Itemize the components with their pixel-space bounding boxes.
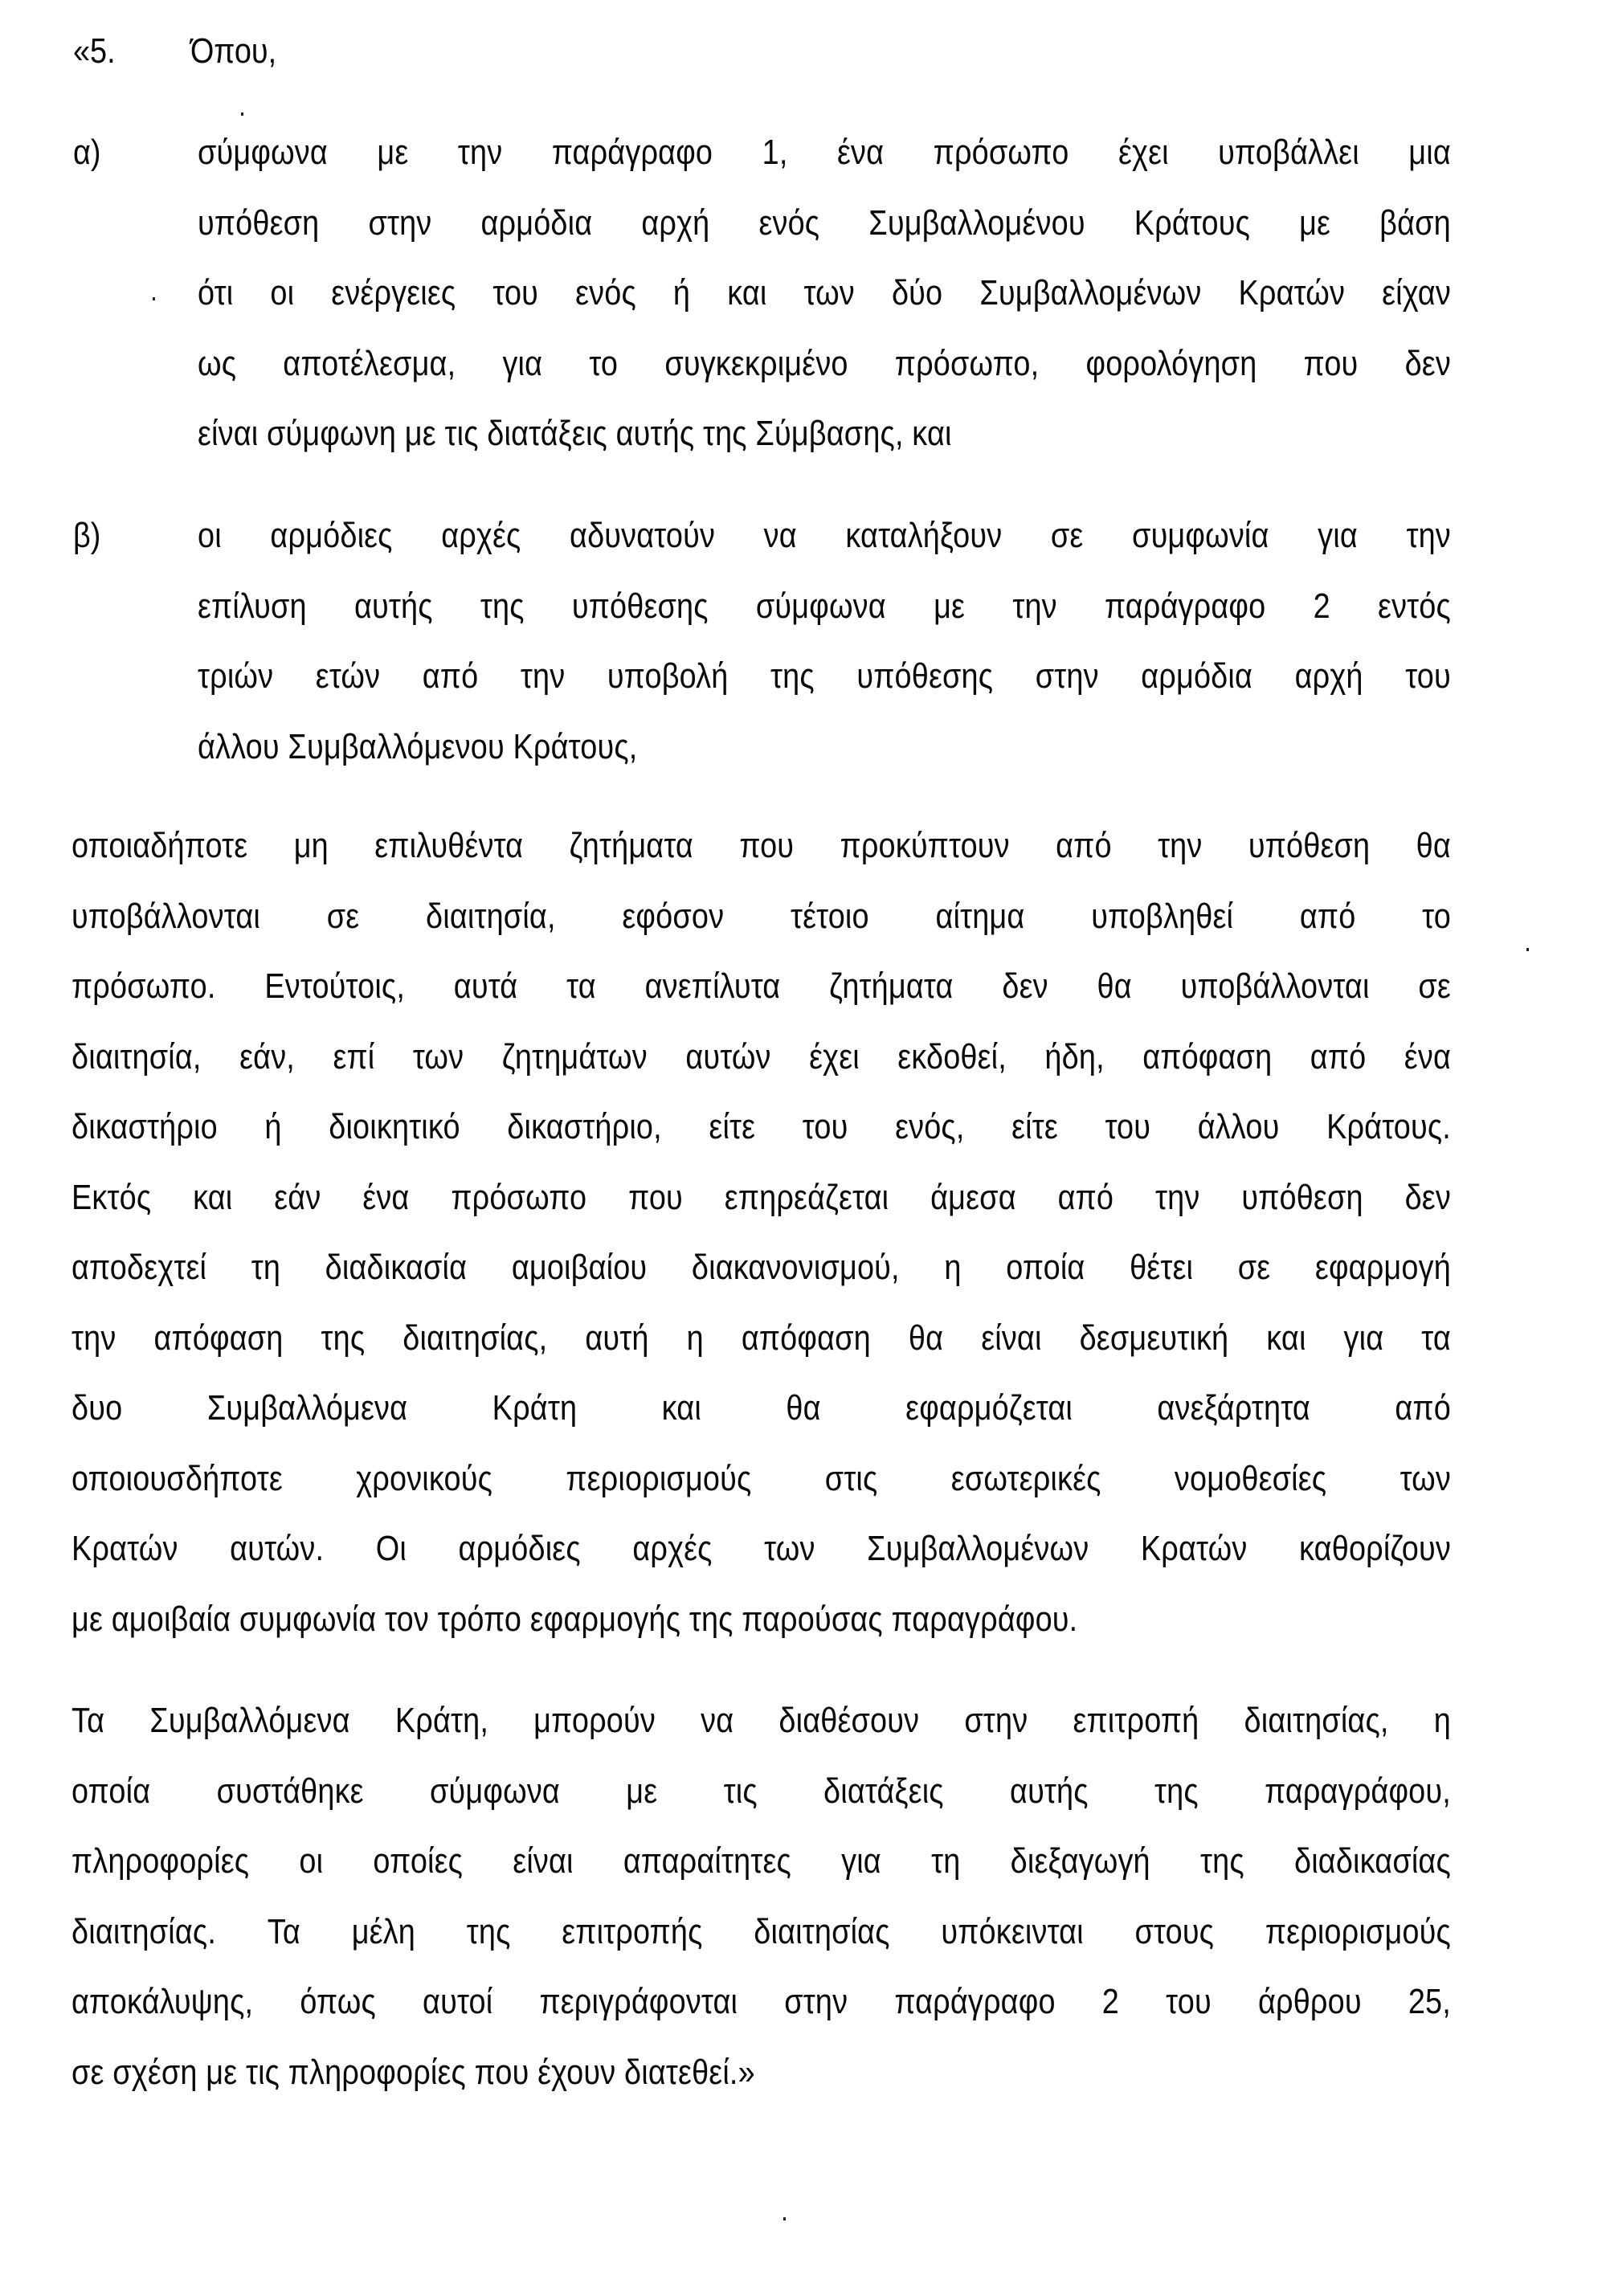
word: απαραίτητες	[623, 1841, 791, 1881]
word: δικαστήριο	[72, 1107, 218, 1146]
word: πρόσωπο,	[894, 343, 1040, 383]
word: μπορούν	[533, 1701, 656, 1740]
word: ανεξάρτητα	[1157, 1388, 1310, 1428]
word: Εκτός	[72, 1177, 152, 1217]
text-line	[72, 1314, 1451, 1362]
word: ζητήματα	[569, 826, 693, 865]
word: διαθέσουν	[778, 1701, 920, 1740]
word: υποβάλλει	[1218, 133, 1359, 172]
text-line	[72, 1697, 1451, 1745]
word: διαδικασίας	[1293, 1841, 1451, 1881]
word: άρθρου	[1257, 1982, 1362, 2021]
word: διαιτησίας	[754, 1911, 890, 1951]
word: άμεσα	[930, 1177, 1016, 1217]
text-line	[72, 1978, 1451, 2026]
word: αρχές	[632, 1529, 713, 1568]
word: επιτροπής	[562, 1911, 703, 1951]
word: θα	[786, 1388, 821, 1428]
word: υπόθεσης	[856, 656, 994, 696]
word: θέτει	[1130, 1248, 1194, 1287]
section-heading: Όπου,	[190, 31, 277, 71]
word: ή	[672, 273, 691, 313]
word: περιορισμούς	[1265, 1911, 1451, 1951]
text-line	[198, 129, 1451, 177]
word: ενός	[575, 273, 636, 313]
word: διαιτησίας.	[72, 1911, 217, 1951]
word: νομοθεσίες	[1174, 1458, 1327, 1498]
text-line	[198, 340, 1451, 388]
word: υποβάλλονται	[1180, 966, 1370, 1006]
word: αίτημα	[935, 896, 1025, 936]
word: τέτοιο	[790, 896, 869, 936]
word: διαιτησία,	[426, 896, 556, 936]
word: που	[628, 1177, 683, 1217]
word: υποβολή	[607, 656, 729, 696]
word: από	[1299, 896, 1356, 936]
word: με	[934, 586, 966, 626]
word: είτε	[709, 1107, 756, 1146]
word: Συμβαλλομένου	[868, 202, 1085, 243]
word: του	[802, 1107, 848, 1146]
word: εντός	[1378, 586, 1451, 626]
text-line	[72, 962, 1451, 1011]
word: Κρατών	[72, 1529, 178, 1568]
word: με	[1299, 202, 1331, 243]
word: που	[1303, 343, 1359, 383]
word: δικαστήριο,	[507, 1107, 662, 1146]
word: στις	[824, 1458, 878, 1498]
word: αρχές	[441, 516, 521, 555]
text-line	[198, 269, 1451, 317]
word: των	[764, 1529, 815, 1568]
word: θα	[908, 1318, 944, 1358]
word: 2	[1313, 586, 1330, 626]
word: απόφαση	[741, 1318, 871, 1358]
word: τις	[723, 1771, 758, 1811]
word: πρόσωπο	[933, 133, 1069, 172]
word: αυτά	[453, 966, 518, 1006]
word: διαιτησίας,	[1244, 1701, 1389, 1740]
word: για	[1343, 1318, 1384, 1358]
word: εσωτερικές	[950, 1458, 1101, 1498]
text-line	[198, 199, 1451, 247]
word: να	[701, 1701, 734, 1740]
word: εάν,	[239, 1036, 295, 1077]
word: Κρατών	[1238, 273, 1346, 313]
text-line	[198, 582, 1451, 631]
word: παράγραφο	[551, 133, 713, 172]
word: οποία	[72, 1771, 151, 1811]
word: υποβάλλονται	[72, 896, 260, 936]
word: θα	[1097, 966, 1132, 1006]
word: υπόθεση	[1241, 1177, 1363, 1217]
word: τη	[931, 1841, 961, 1881]
word: μια	[1408, 133, 1451, 172]
word: αρμόδιες	[458, 1529, 581, 1568]
word: τη	[251, 1248, 281, 1287]
word: με	[377, 133, 409, 172]
word: Συμβαλλόμενα	[206, 1388, 408, 1428]
word: και	[1266, 1318, 1306, 1358]
word: υπόθεση	[1248, 826, 1371, 865]
word: Οι	[375, 1529, 407, 1568]
word: στην	[368, 202, 432, 243]
word: εάν	[274, 1177, 321, 1217]
text-line	[72, 1767, 1451, 1816]
word: φορολόγηση	[1085, 343, 1257, 383]
word: αυτή	[585, 1318, 649, 1358]
word: οι	[198, 516, 222, 555]
word: η	[1433, 1701, 1451, 1740]
word: Κράτους.	[1326, 1107, 1451, 1146]
word: είναι	[513, 1841, 574, 1881]
word: δεν	[1002, 966, 1048, 1006]
word: πρόσωπο.	[72, 966, 216, 1006]
word: προκύπτουν	[840, 826, 1010, 865]
word: των	[803, 273, 855, 313]
word: από	[1310, 1036, 1367, 1077]
word: από	[1395, 1388, 1451, 1428]
word: υπόθεσης	[571, 586, 709, 626]
section-number: «5.	[73, 31, 116, 71]
word: αυτοί	[423, 1982, 493, 2021]
word: του	[1405, 656, 1451, 696]
word: και	[661, 1388, 701, 1428]
word: αρμόδιες	[270, 516, 393, 555]
word: στην	[784, 1982, 848, 2021]
word: αμοιβαίου	[511, 1248, 648, 1287]
word: οποίες	[373, 1841, 464, 1881]
word: έχει	[1118, 133, 1169, 172]
word: τα	[566, 966, 596, 1006]
scan-speck	[153, 297, 155, 300]
word: επηρεάζεται	[724, 1177, 889, 1217]
word: διαιτησίας,	[402, 1318, 548, 1358]
word: των	[1400, 1458, 1451, 1498]
word: την	[1158, 826, 1203, 865]
word: ότι	[198, 273, 234, 313]
word: διεξαγωγή	[1010, 1841, 1150, 1881]
word: σύμφωνα	[755, 586, 886, 626]
word: 2	[1101, 1982, 1120, 2021]
text-line	[72, 822, 1451, 870]
text-line	[72, 1174, 1451, 1222]
text-line	[72, 1384, 1451, 1432]
word: της	[1199, 1841, 1244, 1881]
word: Κρατών	[1140, 1529, 1248, 1568]
word: εκδοθεί,	[897, 1036, 1007, 1077]
word: υπόθεση	[198, 202, 320, 243]
word: παράγραφο	[1105, 586, 1266, 626]
word: ενός,	[895, 1107, 965, 1146]
text-line: σε σχέση με τις πληροφορίες που έχουν διατεθεί.»	[72, 2052, 755, 2092]
word: της	[321, 1318, 366, 1358]
word: αρμόδια	[1141, 656, 1253, 696]
text-line	[72, 1033, 1451, 1081]
word: της	[1154, 1771, 1199, 1811]
word: μη	[293, 826, 329, 865]
word: οι	[270, 273, 295, 313]
word: δεν	[1404, 1177, 1451, 1217]
word: απόφαση	[1142, 1036, 1273, 1077]
word: διακανονισμού,	[691, 1248, 900, 1287]
word: όπως	[300, 1982, 376, 2021]
word: η	[944, 1248, 962, 1287]
word: ανεπίλυτα	[644, 966, 781, 1006]
word: περιγράφονται	[539, 1982, 738, 2021]
word: παραγράφου,	[1265, 1771, 1451, 1811]
word: δεν	[1404, 343, 1451, 383]
word: αυτών	[685, 1036, 771, 1077]
word: η	[686, 1318, 704, 1358]
word: πληροφορίες	[72, 1841, 250, 1881]
word: της	[480, 586, 525, 626]
word: την	[1012, 586, 1057, 626]
word: Τα	[267, 1911, 300, 1951]
word: διαιτησία,	[72, 1036, 202, 1077]
word: οποιουσδήποτε	[72, 1458, 283, 1498]
word: σύμφωνα	[198, 133, 328, 172]
word: πρόσωπο	[451, 1177, 587, 1217]
word: που	[739, 826, 795, 865]
text-line	[72, 1908, 1451, 1956]
text-line	[72, 1837, 1451, 1885]
word: της	[466, 1911, 511, 1951]
word: παράγραφο	[894, 1982, 1056, 2021]
word: του	[1105, 1107, 1151, 1146]
word: 25,	[1408, 1982, 1451, 2021]
word: αποτέλεσμα,	[283, 343, 456, 383]
word: της	[770, 656, 815, 696]
word: Κράτη,	[394, 1701, 489, 1740]
word: Κράτη	[492, 1388, 578, 1428]
word: ένα	[1404, 1036, 1451, 1077]
word: επί	[333, 1036, 375, 1077]
word: για	[502, 343, 543, 383]
word: καθορίζουν	[1299, 1529, 1451, 1568]
word: για	[1318, 516, 1358, 555]
word: περιορισμούς	[566, 1458, 752, 1498]
text-line	[72, 1455, 1451, 1503]
word: άλλου	[1197, 1107, 1280, 1146]
word: ζητημάτων	[501, 1036, 648, 1077]
item-marker-a: α)	[73, 133, 101, 172]
word: συστάθηκε	[216, 1771, 364, 1811]
word: στην	[964, 1701, 1028, 1740]
word: αρχή	[641, 202, 710, 243]
word: Συμβαλλομένων	[979, 273, 1202, 313]
word: ενέργειες	[331, 273, 456, 313]
text-line	[198, 652, 1451, 701]
text-line: άλλου Συμβαλλόμενου Κράτους,	[198, 726, 638, 766]
word: υπόκεινται	[941, 1911, 1084, 1951]
item-marker-b: β)	[73, 516, 101, 555]
word: δεσμευτική	[1079, 1318, 1229, 1358]
word: Συμβαλλομένων	[867, 1529, 1089, 1568]
word: των	[412, 1036, 464, 1077]
word: την	[520, 656, 566, 696]
word: από	[422, 656, 479, 696]
word: ένα	[836, 133, 885, 172]
word: την	[1406, 516, 1451, 555]
word: και	[193, 1177, 233, 1217]
word: ως	[198, 343, 237, 383]
word: διαδικασία	[325, 1248, 468, 1287]
word: την	[457, 133, 503, 172]
word: Κράτους	[1134, 202, 1250, 243]
word: σύμφωνα	[430, 1771, 560, 1811]
word: αυτής	[353, 586, 433, 626]
word: εφόσον	[622, 896, 725, 936]
word: θα	[1416, 826, 1451, 865]
word: απόφαση	[153, 1318, 284, 1358]
word: διοικητικό	[329, 1107, 460, 1146]
word: ήδη,	[1044, 1036, 1105, 1077]
word: αποκάλυψης,	[72, 1982, 254, 2021]
word: ένα	[362, 1177, 410, 1217]
word: αποδεχτεί	[72, 1248, 207, 1287]
text-line	[198, 512, 1451, 560]
word: οι	[299, 1841, 324, 1881]
word: 1,	[762, 133, 788, 172]
word: τριών	[198, 656, 274, 696]
word: ενός	[758, 202, 820, 243]
word: ή	[264, 1107, 282, 1146]
word: συμφωνία	[1132, 516, 1269, 555]
word: αυτών.	[230, 1529, 325, 1568]
word: έχει	[809, 1036, 860, 1077]
word: την	[72, 1318, 116, 1358]
word: την	[1155, 1177, 1200, 1217]
word: από	[1056, 826, 1112, 865]
word: συγκεκριμένο	[664, 343, 848, 383]
word: είτε	[1011, 1107, 1058, 1146]
word: και	[727, 273, 767, 313]
word: δύο	[891, 273, 943, 313]
word: να	[763, 516, 797, 555]
word: με	[626, 1771, 658, 1811]
scan-speck	[1526, 948, 1529, 951]
word: στους	[1134, 1911, 1215, 1951]
word: για	[841, 1841, 881, 1881]
word: σε	[1418, 966, 1451, 1006]
word: υποβληθεί	[1091, 896, 1234, 936]
word: του	[492, 273, 539, 313]
word: οποιαδήποτε	[72, 826, 248, 865]
word: διατάξεις	[823, 1771, 944, 1811]
word: αρμόδια	[480, 202, 593, 243]
word: Συμβαλλόμενα	[149, 1701, 350, 1740]
text-line: είναι σύμφωνη με τις διατάξεις αυτής της Σύμβασης, και	[198, 414, 952, 453]
word: από	[1057, 1177, 1114, 1217]
word: εφαρμόζεται	[905, 1388, 1073, 1428]
word: είναι	[981, 1318, 1042, 1358]
text-line	[72, 893, 1451, 941]
word: καταλήξουν	[845, 516, 1003, 555]
word: επίλυση	[198, 586, 307, 626]
word: οποία	[1006, 1248, 1085, 1287]
word: σε	[1050, 516, 1084, 555]
word: δυο	[72, 1388, 123, 1428]
word: ετών	[315, 656, 381, 696]
word: εφαρμογή	[1314, 1248, 1451, 1287]
word: αδυνατούν	[570, 516, 716, 555]
text-line	[72, 1244, 1451, 1292]
word: επιλυθέντα	[374, 826, 524, 865]
word: στην	[1035, 656, 1099, 696]
word: του	[1166, 1982, 1212, 2021]
word: ζητήματα	[829, 966, 954, 1006]
text-line	[72, 1525, 1451, 1573]
word: χρονικούς	[356, 1458, 492, 1498]
word: σε	[1237, 1248, 1271, 1287]
word: επιτροπή	[1073, 1701, 1199, 1740]
text-line: με αμοιβαία συμφωνία τον τρόπο εφαρμογής της παρούσας παραγράφου.	[72, 1599, 1078, 1639]
word: αρχή	[1294, 656, 1363, 696]
word: τα	[1421, 1318, 1451, 1358]
word: βάση	[1379, 202, 1451, 243]
word: Τα	[72, 1701, 105, 1740]
word: είχαν	[1382, 273, 1451, 313]
word: αυτής	[1010, 1771, 1089, 1811]
scan-speck	[241, 112, 243, 116]
word: το	[1422, 896, 1451, 936]
text-line	[72, 1103, 1451, 1151]
word: το	[589, 343, 619, 383]
word: Εντούτοις,	[264, 966, 406, 1006]
scan-speck	[783, 2217, 786, 2220]
word: σε	[326, 896, 360, 936]
word: μέλη	[351, 1911, 416, 1951]
